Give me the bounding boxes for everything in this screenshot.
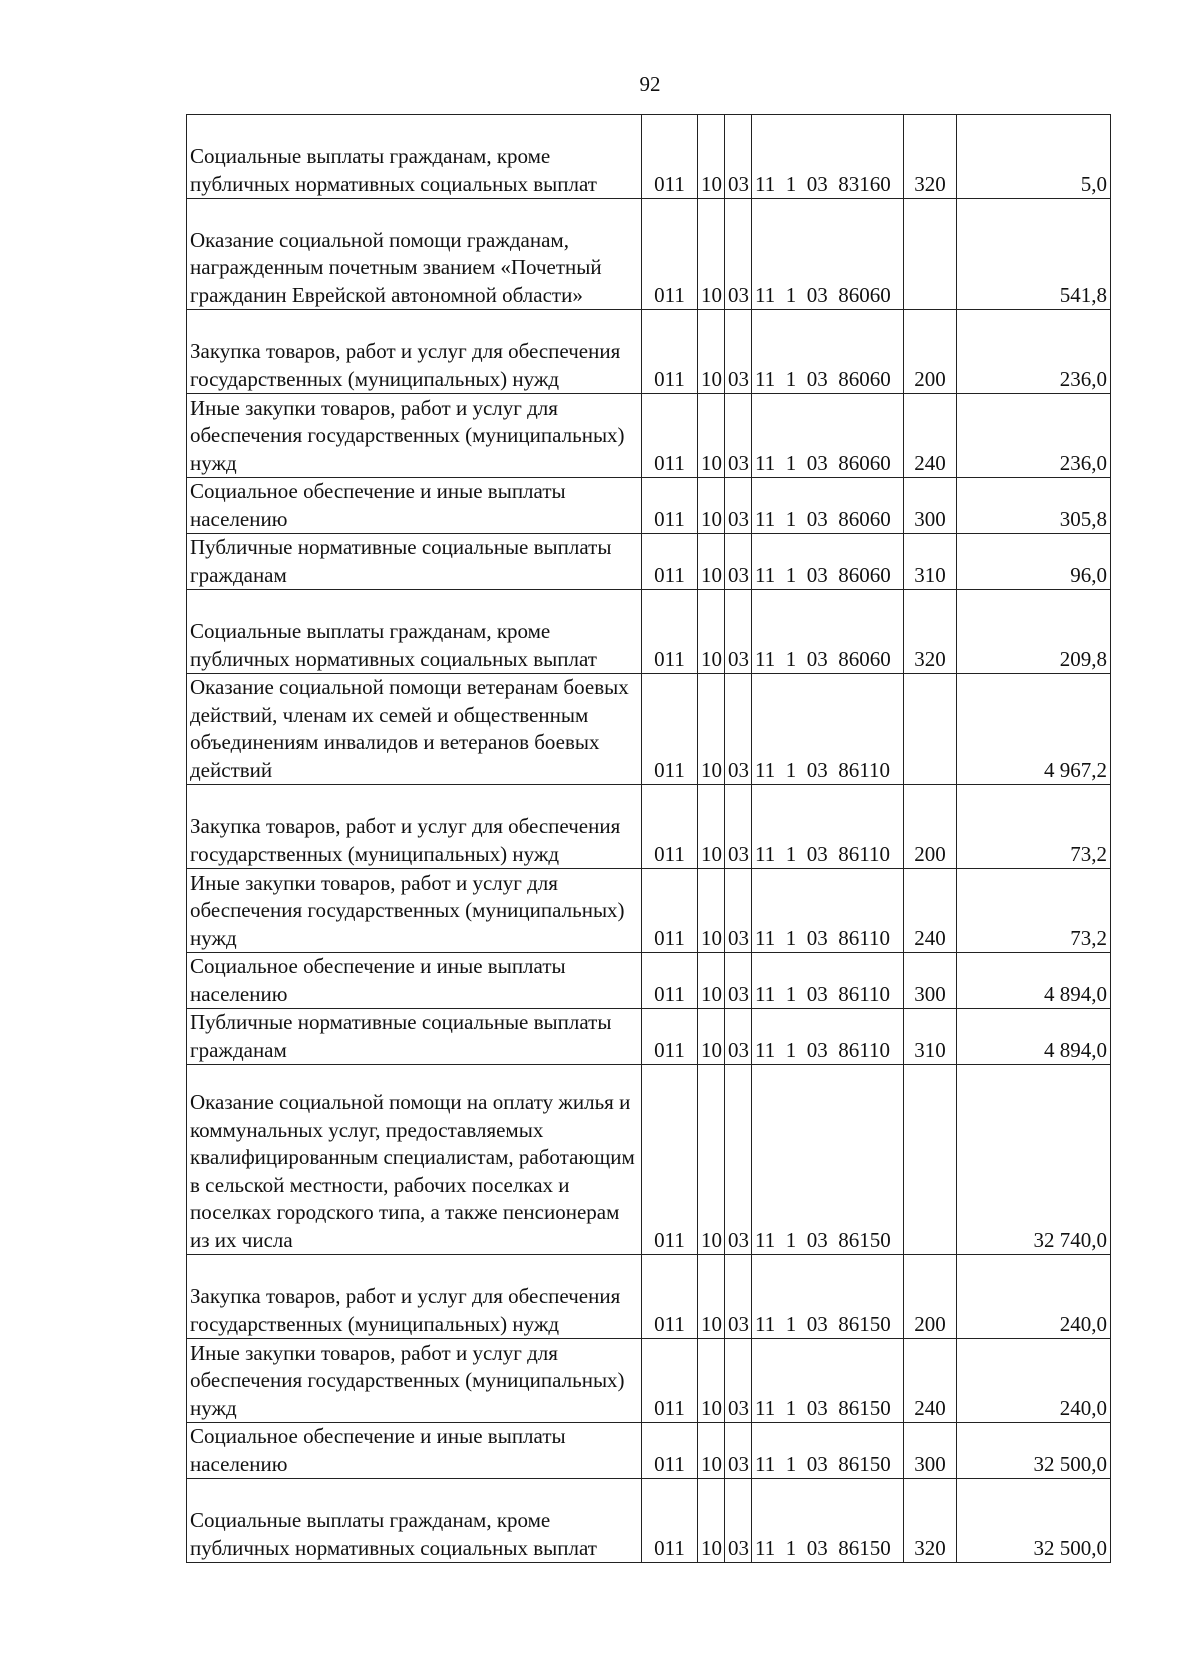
row-expense-type: 310 [904, 534, 957, 590]
row-target-article: 11 1 03 86060 [752, 478, 904, 534]
row-target-article: 11 1 03 86110 [752, 953, 904, 1009]
row-expense-type: 240 [904, 1339, 957, 1423]
row-ministry-code: 011 [642, 394, 698, 478]
row-section-code: 10 [698, 1423, 725, 1479]
row-section-code: 10 [698, 590, 725, 674]
row-expense-type: 320 [904, 115, 957, 199]
row-description: Социальные выплаты гражданам, кроме публичных нормативных социальных выплат [187, 1479, 642, 1563]
row-description: Оказание социальной помощи гражданам, награжденным почетным званием «Почетный гражданин Еврейской автономной области» [187, 199, 642, 310]
row-subsection-code: 03 [725, 310, 752, 394]
row-description: Закупка товаров, работ и услуг для обеспечения государственных (муниципальных) нужд [187, 785, 642, 869]
table-row [187, 953, 1111, 1009]
row-target-article: 11 1 03 86150 [752, 1065, 904, 1255]
row-target-article: 11 1 03 83160 [752, 115, 904, 199]
row-ministry-code: 011 [642, 199, 698, 310]
row-expense-type: 300 [904, 1423, 957, 1479]
row-subsection-code: 03 [725, 478, 752, 534]
row-expense-type: 310 [904, 1009, 957, 1065]
row-expense-type: 240 [904, 869, 957, 953]
table-row [187, 869, 1111, 953]
row-target-article: 11 1 03 86060 [752, 590, 904, 674]
row-amount: 240,0 [957, 1255, 1111, 1339]
row-expense-type: 200 [904, 785, 957, 869]
row-section-code: 10 [698, 1339, 725, 1423]
row-ministry-code: 011 [642, 674, 698, 785]
row-amount: 4 894,0 [957, 1009, 1111, 1065]
row-expense-type: 300 [904, 953, 957, 1009]
table-body [187, 115, 1111, 1563]
row-amount: 32 740,0 [957, 1065, 1111, 1255]
row-description: Оказание социальной помощи ветеранам боевых действий, членам их семей и общественным объединениям инвалидов и ветеранов боевых действий [187, 674, 642, 785]
table-row [187, 674, 1111, 785]
row-amount: 96,0 [957, 534, 1111, 590]
row-amount: 240,0 [957, 1339, 1111, 1423]
row-subsection-code: 03 [725, 394, 752, 478]
row-target-article: 11 1 03 86060 [752, 534, 904, 590]
row-amount: 236,0 [957, 310, 1111, 394]
row-ministry-code: 011 [642, 534, 698, 590]
row-amount: 4 894,0 [957, 953, 1111, 1009]
row-description: Иные закупки товаров, работ и услуг для обеспечения государственных (муниципальных) нужд [187, 1339, 642, 1423]
row-section-code: 10 [698, 869, 725, 953]
row-subsection-code: 03 [725, 869, 752, 953]
row-subsection-code: 03 [725, 1479, 752, 1563]
row-subsection-code: 03 [725, 1255, 752, 1339]
row-amount: 209,8 [957, 590, 1111, 674]
row-section-code: 10 [698, 953, 725, 1009]
row-ministry-code: 011 [642, 953, 698, 1009]
table-row [187, 1065, 1111, 1255]
row-section-code: 10 [698, 674, 725, 785]
row-expense-type: 200 [904, 1255, 957, 1339]
row-subsection-code: 03 [725, 199, 752, 310]
row-target-article: 11 1 03 86110 [752, 785, 904, 869]
budget-table [186, 114, 1111, 1563]
table-row [187, 115, 1111, 199]
row-description: Закупка товаров, работ и услуг для обеспечения государственных (муниципальных) нужд [187, 1255, 642, 1339]
row-subsection-code: 03 [725, 590, 752, 674]
row-ministry-code: 011 [642, 1339, 698, 1423]
row-ministry-code: 011 [642, 1423, 698, 1479]
row-subsection-code: 03 [725, 674, 752, 785]
row-amount: 5,0 [957, 115, 1111, 199]
row-ministry-code: 011 [642, 785, 698, 869]
row-target-article: 11 1 03 86150 [752, 1255, 904, 1339]
row-section-code: 10 [698, 1009, 725, 1065]
row-description: Иные закупки товаров, работ и услуг для обеспечения государственных (муниципальных) нужд [187, 394, 642, 478]
row-ministry-code: 011 [642, 1479, 698, 1563]
row-target-article: 11 1 03 86150 [752, 1339, 904, 1423]
row-description: Оказание социальной помощи на оплату жилья и коммунальных услуг, предоставляемых квалифицированным специалистам, работающим в сельской местности, рабочих поселках и поселках городского типа, а также пенсионерам из их числа [187, 1065, 642, 1255]
row-amount: 73,2 [957, 785, 1111, 869]
row-description: Публичные нормативные социальные выплаты гражданам [187, 1009, 642, 1065]
row-expense-type: 320 [904, 590, 957, 674]
table-row [187, 1423, 1111, 1479]
table-row [187, 534, 1111, 590]
row-subsection-code: 03 [725, 115, 752, 199]
row-description: Социальные выплаты гражданам, кроме публичных нормативных социальных выплат [187, 590, 642, 674]
table-row [187, 590, 1111, 674]
row-amount: 236,0 [957, 394, 1111, 478]
row-amount: 73,2 [957, 869, 1111, 953]
row-description: Социальные выплаты гражданам, кроме публичных нормативных социальных выплат [187, 115, 642, 199]
row-expense-type: 300 [904, 478, 957, 534]
row-description: Социальное обеспечение и иные выплаты населению [187, 478, 642, 534]
row-section-code: 10 [698, 199, 725, 310]
row-amount: 32 500,0 [957, 1479, 1111, 1563]
row-amount: 32 500,0 [957, 1423, 1111, 1479]
table-row [187, 478, 1111, 534]
row-expense-type [904, 199, 957, 310]
row-expense-type [904, 1065, 957, 1255]
row-ministry-code: 011 [642, 1009, 698, 1065]
table-row [187, 1009, 1111, 1065]
row-section-code: 10 [698, 310, 725, 394]
table-row [187, 394, 1111, 478]
row-section-code: 10 [698, 115, 725, 199]
row-expense-type: 200 [904, 310, 957, 394]
row-ministry-code: 011 [642, 590, 698, 674]
row-description: Иные закупки товаров, работ и услуг для обеспечения государственных (муниципальных) нужд [187, 869, 642, 953]
row-amount: 305,8 [957, 478, 1111, 534]
table-row [187, 1339, 1111, 1423]
row-target-article: 11 1 03 86060 [752, 199, 904, 310]
row-section-code: 10 [698, 478, 725, 534]
row-subsection-code: 03 [725, 953, 752, 1009]
row-section-code: 10 [698, 394, 725, 478]
row-subsection-code: 03 [725, 785, 752, 869]
row-description: Публичные нормативные социальные выплаты гражданам [187, 534, 642, 590]
row-subsection-code: 03 [725, 534, 752, 590]
row-ministry-code: 011 [642, 115, 698, 199]
row-description: Закупка товаров, работ и услуг для обеспечения государственных (муниципальных) нужд [187, 310, 642, 394]
table-row [187, 1255, 1111, 1339]
row-subsection-code: 03 [725, 1065, 752, 1255]
row-section-code: 10 [698, 1479, 725, 1563]
row-target-article: 11 1 03 86150 [752, 1479, 904, 1563]
table-row [187, 310, 1111, 394]
row-target-article: 11 1 03 86150 [752, 1423, 904, 1479]
row-subsection-code: 03 [725, 1339, 752, 1423]
row-target-article: 11 1 03 86060 [752, 394, 904, 478]
row-ministry-code: 011 [642, 478, 698, 534]
row-description: Социальное обеспечение и иные выплаты населению [187, 1423, 642, 1479]
row-ministry-code: 011 [642, 1065, 698, 1255]
row-subsection-code: 03 [725, 1009, 752, 1065]
row-section-code: 10 [698, 1255, 725, 1339]
row-expense-type: 240 [904, 394, 957, 478]
table-row [187, 785, 1111, 869]
row-amount: 4 967,2 [957, 674, 1111, 785]
row-target-article: 11 1 03 86110 [752, 869, 904, 953]
row-section-code: 10 [698, 785, 725, 869]
row-expense-type [904, 674, 957, 785]
row-subsection-code: 03 [725, 1423, 752, 1479]
row-section-code: 10 [698, 1065, 725, 1255]
row-target-article: 11 1 03 86060 [752, 310, 904, 394]
row-target-article: 11 1 03 86110 [752, 1009, 904, 1065]
row-ministry-code: 011 [642, 310, 698, 394]
row-expense-type: 320 [904, 1479, 957, 1563]
row-section-code: 10 [698, 534, 725, 590]
page-number: 92 [639, 72, 661, 96]
row-amount: 541,8 [957, 199, 1111, 310]
table-row [187, 199, 1111, 310]
row-ministry-code: 011 [642, 1255, 698, 1339]
table-row [187, 1479, 1111, 1563]
row-target-article: 11 1 03 86110 [752, 674, 904, 785]
row-description: Социальное обеспечение и иные выплаты населению [187, 953, 642, 1009]
row-ministry-code: 011 [642, 869, 698, 953]
